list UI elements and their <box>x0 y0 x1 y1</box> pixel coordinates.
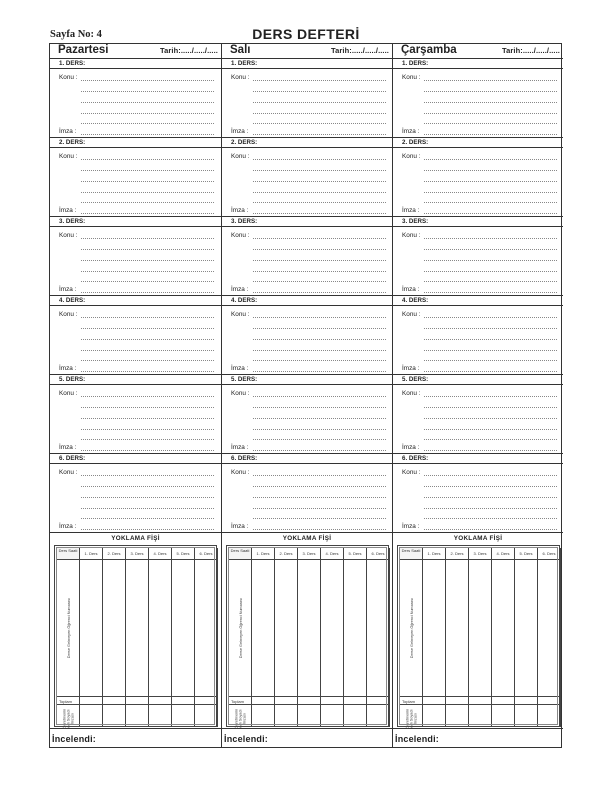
topic-line[interactable] <box>424 91 557 92</box>
topic-line[interactable] <box>81 317 214 318</box>
absent-students-cell[interactable] <box>195 560 218 697</box>
absent-students-cell[interactable] <box>172 560 195 697</box>
total-label: Toplam <box>402 698 415 704</box>
signature-label: İmza : <box>59 523 77 530</box>
lesson-label: 2. DERS: <box>50 138 221 148</box>
topic-line[interactable] <box>81 202 214 203</box>
lesson-block <box>393 217 563 296</box>
signature-line[interactable] <box>253 213 386 214</box>
absent-students-cell[interactable] <box>103 560 126 697</box>
date-field[interactable]: Tarih:...../...../..... <box>330 46 389 55</box>
lesson-block <box>222 296 392 375</box>
total-cell[interactable] <box>538 697 561 705</box>
topic-line[interactable] <box>424 317 557 318</box>
topic-line[interactable] <box>424 192 557 193</box>
total-cell[interactable] <box>321 697 344 705</box>
period-header: 3. Ders <box>126 548 149 560</box>
topic-line[interactable] <box>253 192 386 193</box>
period-header: 5. Ders <box>344 548 367 560</box>
topic-line[interactable] <box>424 181 557 182</box>
absent-students-cell[interactable] <box>515 560 538 697</box>
topic-line[interactable] <box>424 429 557 430</box>
teacher-signature-cell[interactable] <box>195 705 218 727</box>
signature-line[interactable] <box>81 450 214 451</box>
period-header: 2. Ders <box>275 548 298 560</box>
period-header: 1. Ders <box>252 548 275 560</box>
signature-label: İmza : <box>402 523 420 530</box>
topic-label: Konu : <box>59 311 78 318</box>
topic-line[interactable] <box>253 102 386 103</box>
signature-line[interactable] <box>81 213 214 214</box>
page-header <box>50 26 562 44</box>
period-header-label: Ders Saati <box>57 548 80 560</box>
lesson-label: 5. DERS: <box>222 375 392 385</box>
day-column <box>392 44 563 747</box>
topic-line[interactable] <box>81 271 214 272</box>
signature-label: İmza : <box>402 207 420 214</box>
topic-line[interactable] <box>424 249 557 250</box>
topic-line[interactable] <box>253 113 386 114</box>
topic-label: Konu : <box>59 153 78 160</box>
lesson-label: 5. DERS: <box>393 375 563 385</box>
topic-line[interactable] <box>81 407 214 408</box>
absent-students-cell[interactable] <box>321 560 344 697</box>
topic-line[interactable] <box>81 170 214 171</box>
signature-line[interactable] <box>81 371 214 372</box>
topic-line[interactable] <box>81 396 214 397</box>
topic-label: Konu : <box>402 311 421 318</box>
signature-label: İmza : <box>231 523 249 530</box>
teacher-signature-cell[interactable] <box>275 705 298 727</box>
topic-line[interactable] <box>424 518 557 519</box>
lesson-block <box>393 59 563 138</box>
topic-line[interactable] <box>424 202 557 203</box>
teacher-signature-cell[interactable] <box>446 705 469 727</box>
topic-line[interactable] <box>253 360 386 361</box>
topic-line[interactable] <box>81 486 214 487</box>
period-header: 1. Ders <box>423 548 446 560</box>
topic-label: Konu : <box>402 469 421 476</box>
topic-line[interactable] <box>81 192 214 193</box>
absent-students-label: Derse Gelmeyen Öğrenci Numarası <box>238 597 243 658</box>
signature-label: İmza : <box>402 128 420 135</box>
reviewed-label: İncelendi: <box>224 734 269 744</box>
lesson-block <box>393 375 563 454</box>
day-name: Çarşamba <box>401 44 457 56</box>
signature-line[interactable] <box>424 134 557 135</box>
topic-line[interactable] <box>424 102 557 103</box>
signature-line[interactable] <box>424 450 557 451</box>
lesson-label: 2. DERS: <box>222 138 392 148</box>
topic-line[interactable] <box>253 202 386 203</box>
topic-line[interactable] <box>81 238 214 239</box>
signature-line[interactable] <box>424 371 557 372</box>
topic-label: Konu : <box>59 74 78 81</box>
lesson-label: 5. DERS: <box>50 375 221 385</box>
signature-line[interactable] <box>81 134 214 135</box>
lesson-block <box>50 454 221 533</box>
signature-label: İmza : <box>402 286 420 293</box>
signature-label: İmza : <box>59 128 77 135</box>
topic-line[interactable] <box>253 418 386 419</box>
attendance-title: YOKLAMA FİŞİ <box>282 535 332 542</box>
signature-label: İmza : <box>59 286 77 293</box>
attendance-title: YOKLAMA FİŞİ <box>111 535 160 542</box>
topic-line[interactable] <box>253 249 386 250</box>
day-name: Salı <box>230 44 251 56</box>
absent-students-cell[interactable] <box>538 560 561 697</box>
date-field[interactable]: Tarih:...../...../..... <box>159 46 218 55</box>
topic-label: Konu : <box>231 469 250 476</box>
topic-line[interactable] <box>81 518 214 519</box>
topic-line[interactable] <box>253 159 386 160</box>
topic-line[interactable] <box>81 80 214 81</box>
total-label: Toplam <box>231 698 244 704</box>
topic-line[interactable] <box>81 249 214 250</box>
topic-line[interactable] <box>424 396 557 397</box>
period-header: 2. Ders <box>103 548 126 560</box>
topic-line[interactable] <box>424 80 557 81</box>
attendance-grid <box>57 548 214 729</box>
topic-label: Konu : <box>59 469 78 476</box>
absent-students-cell[interactable] <box>469 560 492 697</box>
topic-line[interactable] <box>81 159 214 160</box>
topic-line[interactable] <box>424 170 557 171</box>
reviewed-row <box>222 730 392 748</box>
absent-students-cell[interactable] <box>492 560 515 697</box>
topic-line[interactable] <box>81 339 214 340</box>
date-field[interactable]: Tarih:...../...../..... <box>501 46 560 55</box>
topic-line[interactable] <box>424 439 557 440</box>
reviewed-row <box>50 730 221 748</box>
topic-label: Konu : <box>402 390 421 397</box>
signature-label: İmza : <box>59 444 77 451</box>
attendance-table <box>54 545 217 727</box>
day-name: Pazartesi <box>58 44 109 56</box>
topic-line[interactable] <box>253 429 386 430</box>
day-header <box>393 44 563 59</box>
period-header: 5. Ders <box>515 548 538 560</box>
topic-line[interactable] <box>424 123 557 124</box>
signature-line[interactable] <box>81 292 214 293</box>
total-cell[interactable] <box>469 697 492 705</box>
topic-label: Konu : <box>231 311 250 318</box>
topic-label: Konu : <box>231 153 250 160</box>
topic-line[interactable] <box>424 418 557 419</box>
teacher-signature-cell[interactable] <box>172 705 195 727</box>
period-header: 6. Ders <box>195 548 218 560</box>
document-title: DERS DEFTERİ <box>252 26 360 42</box>
topic-line[interactable] <box>424 497 557 498</box>
attendance-grid <box>400 548 557 729</box>
topic-label: Konu : <box>59 232 78 239</box>
teacher-signature-cell[interactable] <box>515 705 538 727</box>
lesson-label: 1. DERS: <box>393 59 563 69</box>
topic-label: Konu : <box>59 390 78 397</box>
period-header: 4. Ders <box>492 548 515 560</box>
lesson-block <box>222 217 392 296</box>
total-cell[interactable] <box>252 697 275 705</box>
topic-line[interactable] <box>424 475 557 476</box>
lesson-label: 6. DERS: <box>222 454 392 464</box>
total-cell[interactable] <box>515 697 538 705</box>
period-header: 3. Ders <box>469 548 492 560</box>
signature-label: İmza : <box>59 207 77 214</box>
total-cell[interactable] <box>149 697 172 705</box>
lesson-block <box>393 296 563 375</box>
topic-line[interactable] <box>81 508 214 509</box>
absent-students-cell[interactable] <box>149 560 172 697</box>
period-header: 1. Ders <box>80 548 103 560</box>
teacher-signature-cell[interactable] <box>149 705 172 727</box>
total-cell[interactable] <box>367 697 390 705</box>
topic-line[interactable] <box>424 407 557 408</box>
teacher-signature-cell[interactable] <box>367 705 390 727</box>
total-cell[interactable] <box>275 697 298 705</box>
lesson-label: 4. DERS: <box>393 296 563 306</box>
teacher-signature-label: Öğretmenin Adı Soyadı İmzası <box>404 708 417 729</box>
period-header-label: Ders Saati <box>229 548 252 560</box>
topic-label: Konu : <box>231 390 250 397</box>
topic-line[interactable] <box>424 350 557 351</box>
signature-label: İmza : <box>402 365 420 372</box>
lesson-label: 3. DERS: <box>222 217 392 227</box>
topic-line[interactable] <box>253 328 386 329</box>
signature-line[interactable] <box>81 529 214 530</box>
lesson-block <box>50 59 221 138</box>
topic-line[interactable] <box>253 518 386 519</box>
teacher-signature-cell[interactable] <box>126 705 149 727</box>
topic-line[interactable] <box>253 497 386 498</box>
topic-label: Konu : <box>402 74 421 81</box>
topic-line[interactable] <box>253 486 386 487</box>
signature-line[interactable] <box>424 292 557 293</box>
topic-line[interactable] <box>81 429 214 430</box>
attendance-section <box>50 533 221 729</box>
signature-line[interactable] <box>253 371 386 372</box>
attendance-section <box>222 533 392 729</box>
total-cell[interactable] <box>172 697 195 705</box>
lesson-block <box>393 138 563 217</box>
day-header <box>222 44 392 59</box>
signature-label: İmza : <box>231 365 249 372</box>
absent-students-cell[interactable] <box>80 560 103 697</box>
topic-label: Konu : <box>402 232 421 239</box>
absent-students-cell[interactable] <box>367 560 390 697</box>
signature-label: İmza : <box>402 444 420 451</box>
signature-line[interactable] <box>253 134 386 135</box>
teacher-signature-cell[interactable] <box>298 705 321 727</box>
lesson-block <box>222 138 392 217</box>
lesson-journal-sheet <box>49 43 562 748</box>
absent-students-cell[interactable] <box>252 560 275 697</box>
topic-line[interactable] <box>81 328 214 329</box>
lesson-block <box>50 296 221 375</box>
lesson-block <box>50 375 221 454</box>
total-cell[interactable] <box>492 697 515 705</box>
lesson-block <box>50 138 221 217</box>
teacher-signature-cell[interactable] <box>344 705 367 727</box>
period-header: 4. Ders <box>149 548 172 560</box>
topic-label: Konu : <box>231 232 250 239</box>
topic-line[interactable] <box>253 317 386 318</box>
topic-line[interactable] <box>253 260 386 261</box>
attendance-grid <box>229 548 386 729</box>
signature-label: İmza : <box>231 444 249 451</box>
total-cell[interactable] <box>344 697 367 705</box>
teacher-signature-cell[interactable] <box>321 705 344 727</box>
day-column <box>50 44 221 747</box>
period-header: 2. Ders <box>446 548 469 560</box>
topic-line[interactable] <box>253 508 386 509</box>
topic-line[interactable] <box>81 102 214 103</box>
total-cell[interactable] <box>126 697 149 705</box>
lesson-label: 4. DERS: <box>50 296 221 306</box>
teacher-signature-label: Öğretmenin Adı Soyadı İmzası <box>61 708 74 729</box>
topic-line[interactable] <box>424 486 557 487</box>
teacher-signature-cell[interactable] <box>423 705 446 727</box>
topic-line[interactable] <box>253 238 386 239</box>
lesson-label: 4. DERS: <box>222 296 392 306</box>
period-header: 6. Ders <box>367 548 390 560</box>
lesson-label: 3. DERS: <box>50 217 221 227</box>
topic-line[interactable] <box>81 350 214 351</box>
topic-label: Konu : <box>402 153 421 160</box>
teacher-signature-label: Öğretmenin Adı Soyadı İmzası <box>233 708 246 729</box>
topic-line[interactable] <box>424 238 557 239</box>
period-header-label: Ders Saati <box>400 548 423 560</box>
teacher-signature-cell[interactable] <box>103 705 126 727</box>
lesson-block <box>222 375 392 454</box>
topic-line[interactable] <box>424 328 557 329</box>
period-header: 5. Ders <box>172 548 195 560</box>
absent-students-cell[interactable] <box>298 560 321 697</box>
teacher-signature-cell[interactable] <box>492 705 515 727</box>
lesson-block <box>393 454 563 533</box>
day-header <box>50 44 221 59</box>
topic-line[interactable] <box>253 271 386 272</box>
topic-line[interactable] <box>424 281 557 282</box>
topic-line[interactable] <box>81 181 214 182</box>
teacher-signature-cell[interactable] <box>469 705 492 727</box>
topic-line[interactable] <box>253 80 386 81</box>
total-cell[interactable] <box>103 697 126 705</box>
topic-line[interactable] <box>81 260 214 261</box>
lesson-block <box>222 59 392 138</box>
topic-line[interactable] <box>81 91 214 92</box>
signature-line[interactable] <box>424 213 557 214</box>
topic-line[interactable] <box>81 439 214 440</box>
period-header: 6. Ders <box>538 548 561 560</box>
period-header: 4. Ders <box>321 548 344 560</box>
signature-line[interactable] <box>253 529 386 530</box>
absent-students-cell[interactable] <box>423 560 446 697</box>
day-column <box>221 44 392 747</box>
teacher-signature-cell[interactable] <box>80 705 103 727</box>
topic-line[interactable] <box>253 396 386 397</box>
attendance-table <box>397 545 560 727</box>
reviewed-label: İncelendi: <box>52 734 97 744</box>
topic-line[interactable] <box>253 350 386 351</box>
topic-line[interactable] <box>253 170 386 171</box>
topic-line[interactable] <box>424 508 557 509</box>
total-cell[interactable] <box>195 697 218 705</box>
topic-line[interactable] <box>81 497 214 498</box>
total-cell[interactable] <box>423 697 446 705</box>
topic-line[interactable] <box>81 475 214 476</box>
total-cell[interactable] <box>298 697 321 705</box>
topic-line[interactable] <box>424 260 557 261</box>
lesson-block <box>50 217 221 296</box>
attendance-table <box>226 545 389 727</box>
teacher-signature-cell[interactable] <box>252 705 275 727</box>
signature-label: İmza : <box>231 128 249 135</box>
lesson-label: 1. DERS: <box>222 59 392 69</box>
lesson-label: 1. DERS: <box>50 59 221 69</box>
topic-label: Konu : <box>231 74 250 81</box>
topic-line[interactable] <box>253 123 386 124</box>
total-cell[interactable] <box>446 697 469 705</box>
reviewed-row <box>393 730 563 748</box>
period-header: 3. Ders <box>298 548 321 560</box>
attendance-title: YOKLAMA FİŞİ <box>453 535 503 542</box>
page-number: Sayfa No: 4 <box>50 29 102 40</box>
signature-label: İmza : <box>231 207 249 214</box>
topic-line[interactable] <box>424 159 557 160</box>
topic-line[interactable] <box>253 91 386 92</box>
topic-line[interactable] <box>253 407 386 408</box>
reviewed-label: İncelendi: <box>395 734 440 744</box>
total-cell[interactable] <box>80 697 103 705</box>
attendance-section <box>393 533 563 729</box>
absent-students-label: Derse Gelmeyen Öğrenci Numarası <box>409 597 414 658</box>
lesson-label: 6. DERS: <box>393 454 563 464</box>
absent-students-cell[interactable] <box>275 560 298 697</box>
signature-label: İmza : <box>231 286 249 293</box>
topic-line[interactable] <box>253 281 386 282</box>
topic-line[interactable] <box>81 113 214 114</box>
topic-line[interactable] <box>253 475 386 476</box>
absent-students-label: Derse Gelmeyen Öğrenci Numarası <box>66 597 71 658</box>
topic-line[interactable] <box>424 339 557 340</box>
topic-line[interactable] <box>81 418 214 419</box>
lesson-label: 2. DERS: <box>393 138 563 148</box>
topic-line[interactable] <box>253 181 386 182</box>
lesson-block <box>222 454 392 533</box>
absent-students-cell[interactable] <box>446 560 469 697</box>
absent-students-cell[interactable] <box>344 560 367 697</box>
signature-label: İmza : <box>59 365 77 372</box>
topic-line[interactable] <box>253 439 386 440</box>
topic-line[interactable] <box>253 339 386 340</box>
signature-line[interactable] <box>424 529 557 530</box>
topic-line[interactable] <box>81 123 214 124</box>
topic-line[interactable] <box>424 360 557 361</box>
signature-line[interactable] <box>253 292 386 293</box>
total-label: Toplam <box>59 698 72 704</box>
absent-students-cell[interactable] <box>126 560 149 697</box>
lesson-label: 3. DERS: <box>393 217 563 227</box>
topic-line[interactable] <box>81 360 214 361</box>
teacher-signature-cell[interactable] <box>538 705 561 727</box>
signature-line[interactable] <box>253 450 386 451</box>
topic-line[interactable] <box>81 281 214 282</box>
topic-line[interactable] <box>424 271 557 272</box>
topic-line[interactable] <box>424 113 557 114</box>
lesson-label: 6. DERS: <box>50 454 221 464</box>
